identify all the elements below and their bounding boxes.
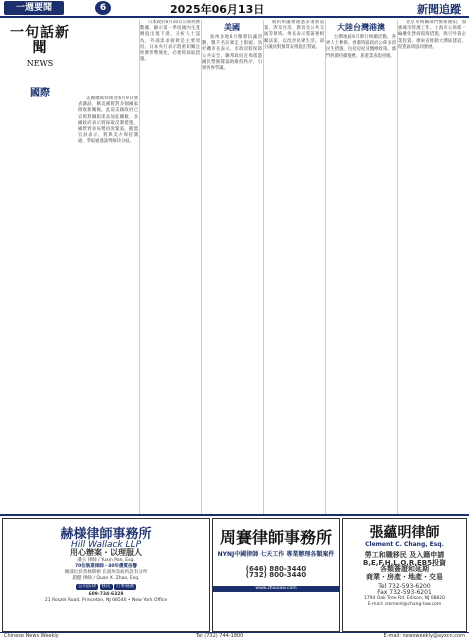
zhang-law-name-en: Clement C. Chang, Esq.	[365, 541, 444, 548]
sidebar-subtitle: NEWS	[26, 59, 54, 68]
zhang-law-visas: B,E,F,H,L,O,R,EB5投資	[362, 559, 446, 567]
column-2	[140, 20, 200, 514]
zhou-law-sub: NYNJ中國律師 七天工作 專業辦理各類案件	[217, 551, 335, 558]
column-5	[326, 20, 396, 514]
zhou-law-phone-2: (732) 800-3440	[245, 571, 307, 579]
zhang-law-ad[interactable]	[342, 518, 467, 632]
zhang-law-name: 張蘊明律師	[369, 525, 440, 541]
footer-phone: Tel (732) 744-1800	[196, 633, 244, 639]
page-header	[0, 0, 469, 18]
section-title: 新聞追蹤	[417, 3, 461, 16]
law-firm-tagline: 用心辦案・以理服人	[70, 548, 142, 557]
week-label: 一週要聞	[4, 1, 64, 15]
zhou-law-phone-1: (646) 880-3440	[245, 565, 307, 573]
practice-company-law: 公司法律	[78, 584, 97, 589]
zhang-law-services: 勞工和職移民 及入籍申請	[364, 551, 445, 559]
sidebar-title	[5, 25, 75, 68]
column-3	[202, 20, 262, 514]
law-firm-address: 21 Roszel Road, Princeton, NJ 08540 • New York Office	[44, 598, 168, 603]
zhang-law-tel: Tel 732-593-6200	[378, 583, 431, 590]
sidebar-section-label: 國際	[30, 88, 50, 99]
page-number: 6	[95, 1, 111, 15]
sidebar	[3, 20, 77, 514]
zhang-law-services-2: 各類簽證和延期	[380, 565, 429, 573]
column-4	[264, 20, 324, 514]
column-2-text: 日本政府6月10日公佈經濟數據，顯示第一季度國內生產總值出現下滑。分析人士認為，外部需求疲軟是主要原因。日本央行表示將密切關注經濟形勢變化，必要時採取措施。	[140, 20, 200, 63]
practice-litigation: 行事辯護	[115, 584, 134, 589]
zhang-law-fax: Fax 732-593-6201	[377, 589, 432, 596]
column-6	[398, 20, 466, 514]
zhou-law-website[interactable]: www.zhoulaw.com	[213, 586, 339, 592]
lawyer-en-left: Yuxin Pan, Esq.	[101, 558, 135, 563]
zhang-law-services-3: 商業・房產・地產・交易	[366, 573, 443, 581]
footer-publication: Chinese News Weekly	[4, 633, 59, 639]
practice-immigration: 移民	[101, 584, 111, 589]
law-firm-phone: 609-734-6328	[88, 592, 124, 597]
law-firm-sub: 總部位於普林斯頓 在賓州及紐約設有分所	[64, 570, 148, 575]
article-body	[0, 20, 469, 514]
column-1	[78, 96, 138, 514]
issue-date: 2025年06月13日	[170, 3, 265, 16]
column-3-text: 加州多地6月爆發抗議活動，數千名民眾走上街頭。洛杉磯市長表示，市政府將保障公共安全。聯邦政府宣佈派遣國民警衛隊協助維持秩序，引發各界爭議。	[202, 35, 262, 72]
lawyer-name-left: 潘玉 律師	[77, 558, 97, 563]
footer-email[interactable]: E-mail: newsweekly@ayxcn.com	[383, 633, 465, 639]
lawyer-en-right: Quan X. Zhao, Esq.	[96, 576, 140, 581]
column-4-text: 紐約州議會通過多項新法案，涉及住房、教育及公共交通等領域。州長表示將簽署相關法案，以改善民眾生活。部分議員對預算安排提出質疑。	[264, 20, 324, 50]
law-firm-name: 赫様律師事務所	[60, 527, 152, 542]
zhang-law-email[interactable]: E-mail: clement@chang-law.com	[367, 602, 442, 607]
advertisements	[0, 514, 469, 632]
section-heading: 美國	[224, 23, 240, 32]
law-firm-headline: 70位執業律師・40年優質信譽	[74, 564, 138, 569]
section-heading: 大陸台灣港澳	[337, 23, 385, 32]
lawyer-name-right: 趙健 律師	[72, 576, 92, 581]
zhang-law-address: 1794 Oak Tree Rd. Edison, NJ 08820	[363, 596, 446, 601]
page-footer	[0, 632, 469, 640]
law-firm-ad[interactable]: 赫様律師事務所 Hill Wallack LLP 用心辦案・以理服人 潘玉 律師 / Yuxin Pan, Esq. 70位執業律師・40年優質信譽 總部位於普林斯頓 在賓州及紐約設有分所 趙健 律師 / Quan X. Zhao, Esq. 公司法律 移民 行事辯護 609-734-6328 21 Roszel Road, Princeton, NJ 08540 • New York Office	[2, 518, 210, 632]
zhou-law-name: 周賽律師事務所	[219, 528, 332, 547]
sidebar-title-text: 一句話新聞	[10, 25, 70, 56]
zhou-law-ad[interactable]	[212, 518, 340, 632]
column-1-text: 美國總統特朗普6月9日發表講話，稱美國將對多個國家徵收新關稅。此前美國政府已宣佈對鋼鋁產品加征關稅。多國政府表示將採取反制措施，國際貿易局勢再度緊張。歐盟官員表示，將與美方保持溝通，爭取通過談判解決分歧。	[78, 96, 138, 145]
law-firm-name-en: Hill Wallack LLP	[70, 540, 142, 550]
column-6-text: 北京市相關部門發佈通知，加強城市管理工作。上海市公佈新一輪優化營商環境措施，吸引外資企業投資。廣東省推動大灣區建設，促進區域協同發展。	[398, 20, 466, 50]
column-5-text: 台灣地區6月舉行相關活動，各界人士參與。香港特區政府公佈多項民生措施，包括房屋及醫療政策。澳門經濟持續復甦，旅遊業表現亮眼。	[326, 35, 396, 59]
